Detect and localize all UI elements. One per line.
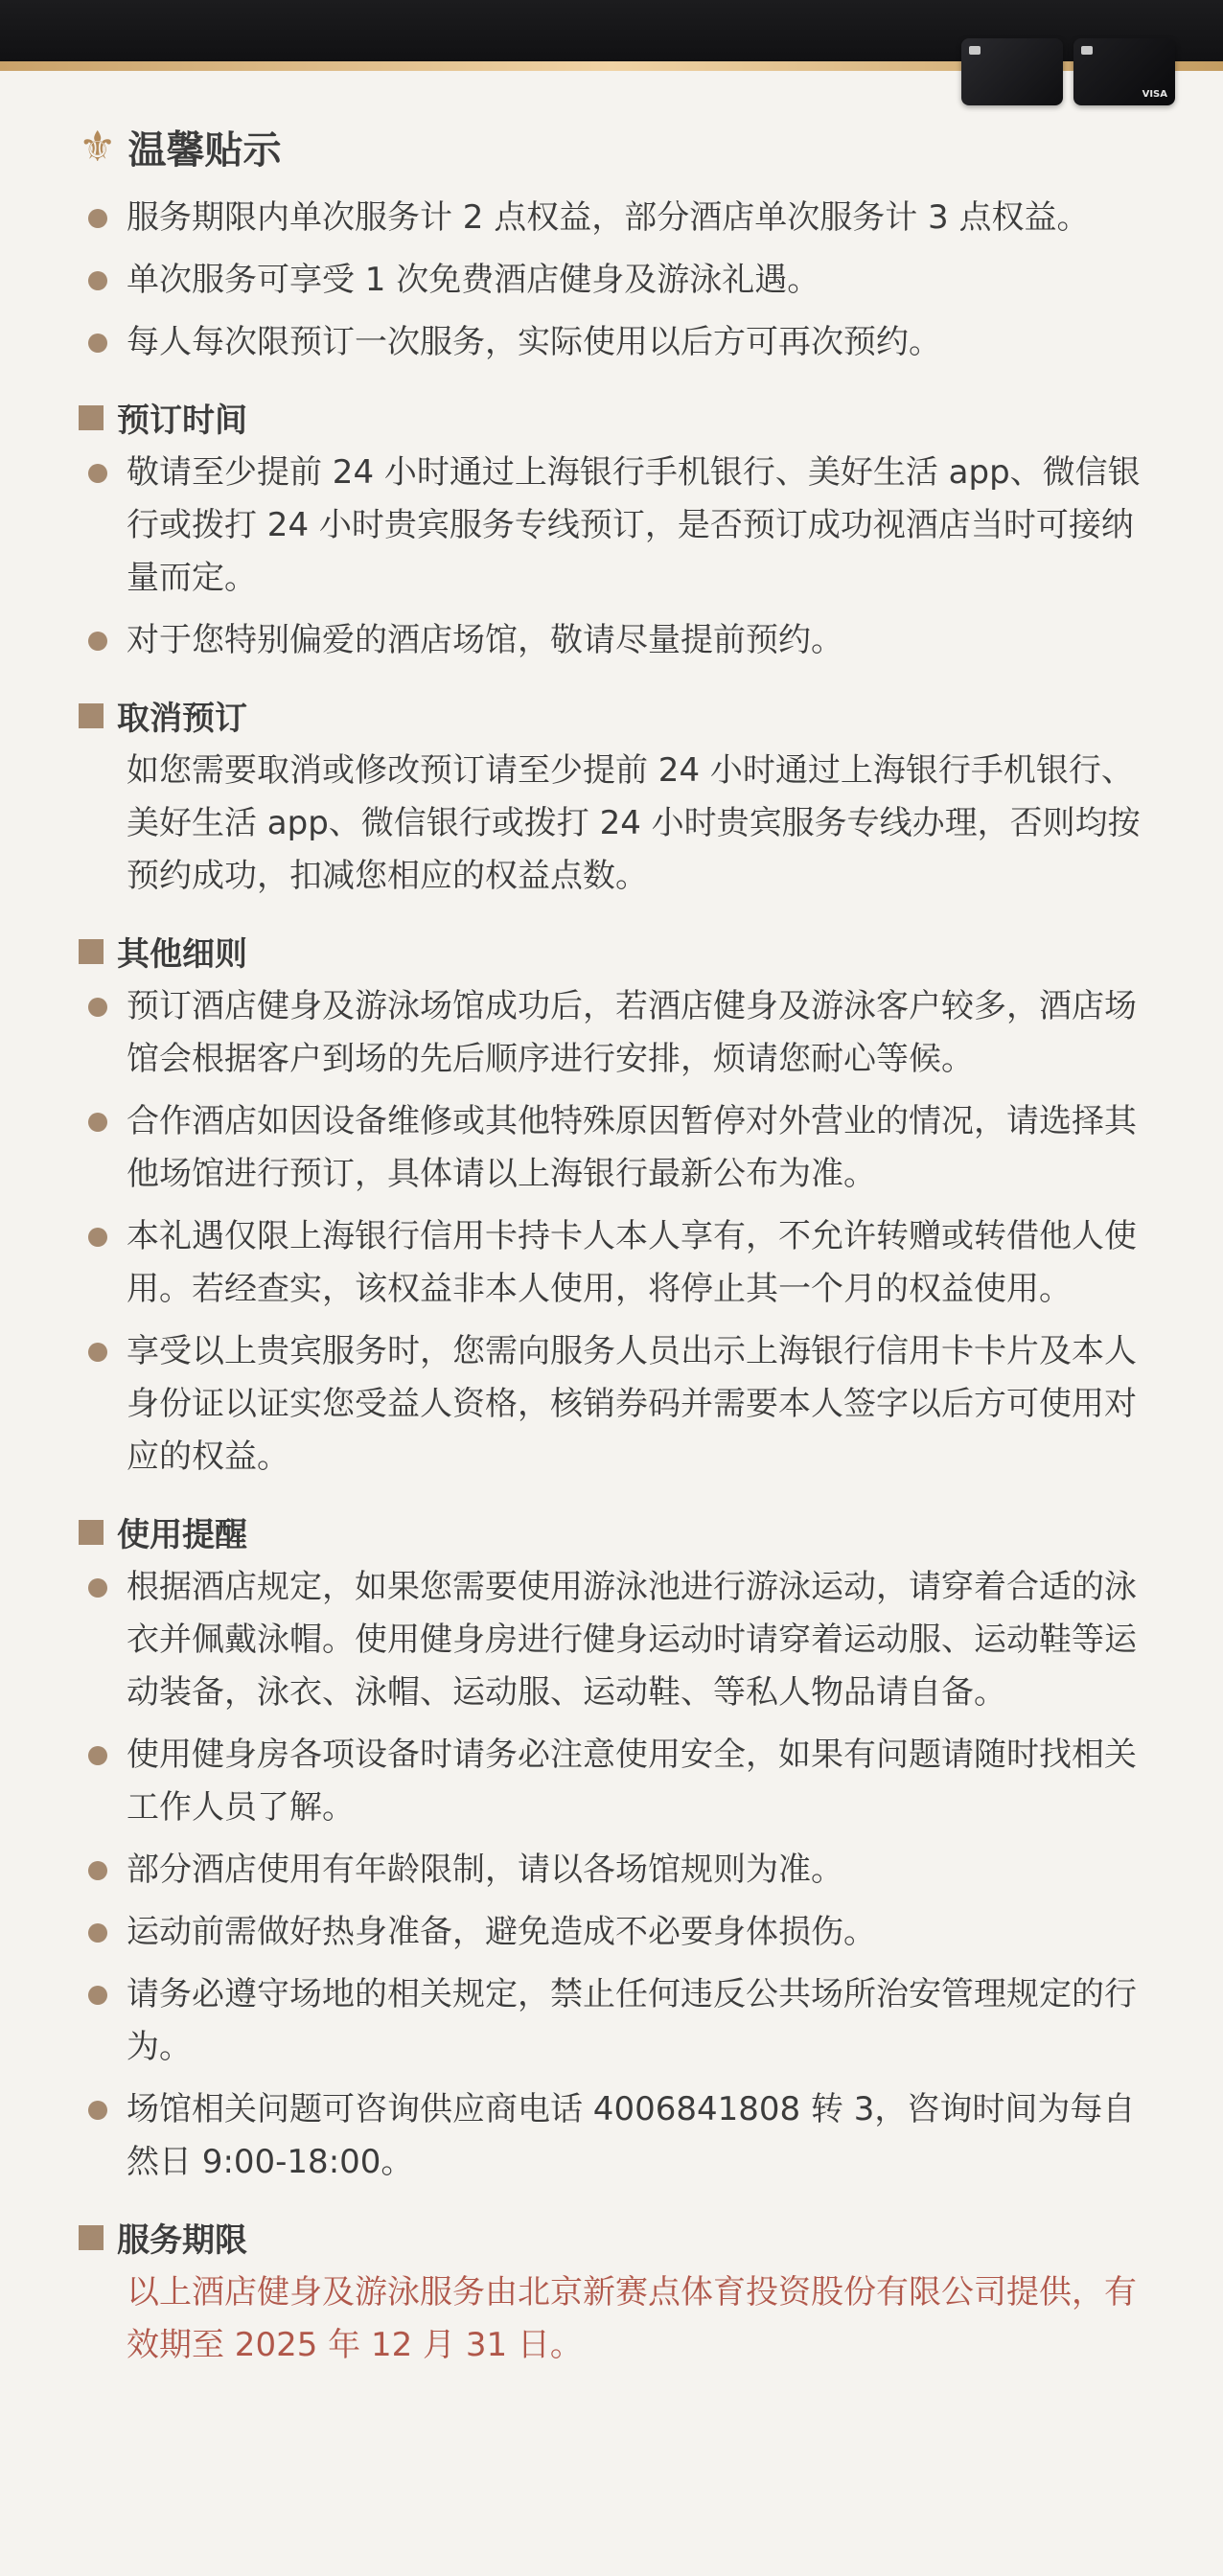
list-item: 对于您特别偏爱的酒店场馆，敬请尽量提前预约。 xyxy=(79,614,1152,667)
section-booking-time xyxy=(79,394,1152,667)
section-heading: 其他细则 xyxy=(79,928,1152,975)
bullet-icon xyxy=(88,1746,107,1765)
visa-logo: VISA xyxy=(1142,89,1167,100)
other-rules-list xyxy=(79,980,1152,1484)
bullet-icon xyxy=(88,632,107,651)
list-item: 预订酒店健身及游泳场馆成功后，若酒店健身及游泳客户较多，酒店场馆会根据客户到场的先后顺序进行安排，烦请您耐心等候。 xyxy=(79,980,1152,1086)
bullet-icon xyxy=(88,2101,107,2120)
list-item: 合作酒店如因设备维修或其他特殊原因暂停对外营业的情况，请选择其他场馆进行预订，具体请以上海银行最新公布为准。 xyxy=(79,1095,1152,1201)
bullet-icon xyxy=(88,1986,107,2005)
bullet-icon xyxy=(88,1861,107,1880)
bullet-icon xyxy=(88,271,107,290)
notice-list xyxy=(79,192,1152,369)
list-item: 享受以上贵宾服务时，您需向服务人员出示上海银行信用卡卡片及本人身份证以证实您受益人资格，核销券码并需要本人签字以后方可使用对应的权益。 xyxy=(79,1325,1152,1484)
cancel-text: 如您需要取消或修改预订请至少提前 24 小时通过上海银行手机银行、美好生活 app、微信银行或拨打 24 小时贵宾服务专线办理，否则均按预约成功，扣减您相应的权益点数。 xyxy=(127,751,1141,895)
card-chip-icon xyxy=(1081,46,1093,55)
bullet-icon xyxy=(88,464,107,483)
notice-title: 温馨贴示 xyxy=(127,128,282,172)
bullet-icon xyxy=(88,1113,107,1132)
card-chip-icon xyxy=(969,46,981,55)
section-cancel xyxy=(79,692,1152,903)
fleur-de-lis-icon: ⚜ xyxy=(79,122,117,172)
square-bullet-icon xyxy=(79,2225,104,2250)
bullet-icon xyxy=(88,998,107,1017)
bullet-icon xyxy=(88,1343,107,1362)
list-item: 敬请至少提前 24 小时通过上海银行手机银行、美好生活 app、微信银行或拨打 24 小时贵宾服务专线预订，是否预订成功视酒店当时可接纳量而定。 xyxy=(79,447,1152,605)
credit-card-image xyxy=(1073,38,1175,105)
credit-card-image xyxy=(961,38,1063,105)
square-bullet-icon xyxy=(79,405,104,430)
section-service-period xyxy=(79,2214,1152,2372)
section-heading: 取消预订 xyxy=(79,692,1152,739)
bullet-icon xyxy=(88,1578,107,1598)
list-item: 单次服务可享受 1 次免费酒店健身及游泳礼遇。 xyxy=(79,254,1152,307)
service-period-text: 以上酒店健身及游泳服务由北京新赛点体育投资股份有限公司提供，有效期至 2025 年 12 月 31 日。 xyxy=(127,2273,1137,2364)
section-heading: 服务期限 xyxy=(79,2214,1152,2261)
booking-time-list xyxy=(79,447,1152,667)
bullet-icon xyxy=(88,334,107,353)
section-other-rules xyxy=(79,928,1152,1484)
square-bullet-icon xyxy=(79,703,104,728)
bullet-icon xyxy=(88,1923,107,1943)
list-item: 场馆相关问题可咨询供应商电话 4006841808 转 3，咨询时间为每自然日 9:00-18:00。 xyxy=(79,2083,1152,2189)
list-item: 请务必遵守场地的相关规定，禁止任何违反公共场所治安管理规定的行为。 xyxy=(79,1968,1152,2074)
square-bullet-icon xyxy=(79,1520,104,1545)
square-bullet-icon xyxy=(79,939,104,964)
list-item: 部分酒店使用有年龄限制，请以各场馆规则为准。 xyxy=(79,1844,1152,1897)
usage-tips-list xyxy=(79,1561,1152,2189)
section-heading: 使用提醒 xyxy=(79,1508,1152,1555)
list-item: 使用健身房各项设备时请务必注意使用安全，如果有问题请随时找相关工作人员了解。 xyxy=(79,1729,1152,1834)
section-usage-tips xyxy=(79,1508,1152,2189)
notice-heading xyxy=(79,120,1152,174)
section-heading: 预订时间 xyxy=(79,394,1152,441)
bullet-icon xyxy=(88,209,107,228)
list-item: 本礼遇仅限上海银行信用卡持卡人本人享有，不允许转赠或转借他人使用。若经查实，该权益非本人使用，将停止其一个月的权益使用。 xyxy=(79,1210,1152,1316)
list-item: 每人每次限预订一次服务，实际使用以后方可再次预约。 xyxy=(79,316,1152,369)
list-item: 运动前需做好热身准备，避免造成不必要身体损伤。 xyxy=(79,1906,1152,1959)
list-item: 服务期限内单次服务计 2 点权益，部分酒店单次服务计 3 点权益。 xyxy=(79,192,1152,244)
list-item: 根据酒店规定，如果您需要使用游泳池进行游泳运动，请穿着合适的泳衣并佩戴泳帽。使用健身房进行健身运动时请穿着运动服、运动鞋等运动装备，泳衣、泳帽、运动服、运动鞋、等私人物品请自备。 xyxy=(79,1561,1152,1719)
main-content xyxy=(79,120,1152,2372)
bullet-icon xyxy=(88,1228,107,1247)
